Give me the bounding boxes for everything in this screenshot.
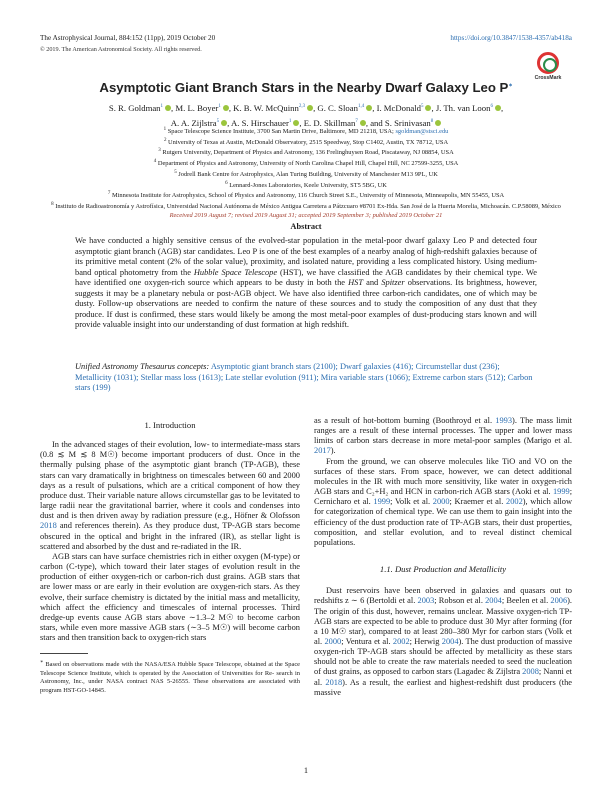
publication-dates: Received 2019 August 7; revised 2019 August 31; accepted 2019 September 3; published 2019 October 21 xyxy=(169,211,443,219)
title-footnote-mark[interactable]: ∗ xyxy=(508,82,513,89)
concept-link[interactable]: Carbon stars (199) xyxy=(75,372,533,392)
author-name: M. L. Boyer xyxy=(175,102,219,113)
author-name: A. A. Zijlstra xyxy=(170,118,217,129)
concept-link[interactable]: Circumstellar dust (236); xyxy=(415,362,500,371)
orcid-icon[interactable] xyxy=(223,105,229,111)
section-heading-introduction: 1. Introduction xyxy=(144,420,196,430)
affiliation-3: $^3$ Rutgers University, Department of Physics and Astronomy, 136 Frelinghuysen Road, Piscataway, NJ 08854, USA xyxy=(158,148,454,157)
paragraph: From the ground, we can observe molecules like TiO and VO on the surfaces of these stars. From space, however, we can detect additional molecules in the IR with much more sensitivity, like water in oxygen-rich AGB stars and C₂+H₂ and HCN in carbon-rich AGB stars (Aoki et al. 1999; Cernicharo et al. 1999; Volk et al. 2000; Kraemer et al. 2002), which allow for categorization of chemical type. We can use them to gain insight into the efficiency of the dust production rate of TP-AGB stars, their dust properties, composition, and stellar evolution, and to reveal distinct chemical populations. xyxy=(314,456,573,547)
concept-link[interactable]: Mira variable stars (1066); xyxy=(320,372,411,382)
affiliation-5: $^5$ Jodrell Bank Centre for Astrophysics, Alan Turing Building, University of Manchester M13 9PL, UK xyxy=(174,169,438,178)
affiliation-6: $^6$ Lennard-Jones Laboratories, Keele University, ST5 5BG, UK xyxy=(225,180,387,189)
abstract-body: We have conducted a highly sensitive census of the evolved-star population in the metal-poor dwarf galaxy Leo P and detected four asymptotic giant branch (AGB) star candidates. Leo P is one of the best examples of a nearby analog of high-redshift galaxies because of its primitive metal content (2% of the solar value), proximity, and isolated nature, providing a less complicated history. Using medium-band optical photometry from the Hubble Space Telescope (HST), we have classified the AGB candidates by their chemical type. We have identified one oxygen-rich source which appears to be dusty in both the HST and Spitzer observations. Its brightness, however, suggests it may be a planetary nebula or post-AGB object. We have also identified three carbon-rich candidates, one of which may be dusty. Follow-up observations are needed to confirm the nature of these sources and to study the composition of any dust that they produce. If dust is confirmed, these stars would likely be among the most metal-poor examples of dust-producing stars known and will provide valuable insight into our understanding of dust formation at high redshift. xyxy=(75,236,538,329)
affiliation-7: $^7$ Minnesota Institute for Astrophysics, School of Physics and Astronomy, 116 Church Street S.E., University of Minnesota, Minneapolis, MN 55455, USA xyxy=(107,191,505,200)
concept-link[interactable]: Asymptotic giant branch stars (2100); xyxy=(210,362,338,371)
crossmark-badge[interactable] xyxy=(527,52,569,81)
author-affil-mark[interactable]: 1 xyxy=(218,104,221,109)
citation-link[interactable]: 2018 xyxy=(325,677,343,687)
right-column xyxy=(314,416,572,698)
citation-link[interactable]: 2004 xyxy=(485,596,502,606)
author-name: S. Srinivasan xyxy=(384,118,431,129)
citation-link[interactable]: 1999 xyxy=(373,497,391,507)
citation-link[interactable]: 2004 xyxy=(441,636,459,646)
citation-link[interactable]: 2018 xyxy=(40,521,57,531)
citation-link[interactable]: 2002 xyxy=(506,497,523,507)
affiliation-2: $^2$ University of Texas at Austin, McDonald Observatory, 2515 Speedway, Stop C1402, Austin, TX 78712, USA xyxy=(163,137,449,146)
page-number: 1 xyxy=(303,766,309,775)
author-line-1: S. R. Goldman$^1$ , M. L. Boyer$^1$ , K. B. W. McQuinn$^{2,3}$ , G. C. Sloan$^{1,4}$ , I. McDonald$^5$ , J. Th. van Loon$^6$ , xyxy=(108,102,504,113)
uat-label: Unified Astronomy Thesaurus concepts: xyxy=(75,362,210,371)
concept-link[interactable]: Stellar mass loss (1613); xyxy=(140,372,224,382)
concept-link[interactable]: Dwarf galaxies (416); xyxy=(339,362,414,371)
email-link[interactable]: sgoldman@stsci.edu xyxy=(395,128,449,136)
author-affil-mark[interactable]: 6 xyxy=(490,104,493,109)
subsection-heading: 1.1. Dust Production and Metallicity xyxy=(379,564,507,575)
concept-link[interactable]: Extreme carbon stars (512); xyxy=(412,372,506,382)
paper-title-text: Asymptotic Giant Branch Stars in the Nearby Dwarf Galaxy Leo P xyxy=(99,80,509,95)
concept-link[interactable]: Late stellar evolution (911); xyxy=(225,372,319,382)
paper-title xyxy=(40,80,572,95)
affiliation-1: $^1$ Space Telescope Science Institute, 3700 San Martin Drive, Baltimore, MD 21218, USA; sgoldman@stsci.edu xyxy=(163,127,449,136)
citation-link[interactable]: 2006 xyxy=(550,596,568,606)
affiliation-4: $^4$ Department of Physics and Astronomy, University of North Carolina Chapel Hill, Chapel Hill, NC 27599-3255, USA xyxy=(153,159,459,168)
concept-link[interactable]: Metallicity (1031); xyxy=(75,372,139,382)
affiliation-8: $^8$ Instituto de Radioastronomía y Astrofísica, Universidad Nacional Autónoma de México Antigua Carretera a Pátzcuaro #8701 Ex-Hda. San José de la Huerta Morelia, Michoacán. C.P.58089, México xyxy=(51,202,561,211)
abstract-heading: Abstract xyxy=(290,222,322,231)
author-line-2: A. A. Zijlstra$^5$ , A. S. Hirschauer$^1$ , E. D. Skillman$^7$ , and S. Srinivasan$^8$ xyxy=(40,115,572,130)
orcid-icon[interactable] xyxy=(425,105,431,111)
author-affil-mark[interactable]: 5 xyxy=(420,104,424,109)
author-affil-mark[interactable]: 1 xyxy=(288,119,292,125)
citation-link[interactable]: 2008 xyxy=(522,667,539,677)
citation-link[interactable]: 2017 xyxy=(314,446,331,456)
paragraph: Dust reservoirs have been observed in galaxies and quasars out to redshifts z ∼ 6 (Bertoldi et al. 2003; Robson et al. 2004; Beelen et al. 2006). The origin of this dust, however, remains unclear. Massive oxygen-rich TP-AGB stars are expected to be able to produce dust 30 Myr after forming (for a 10 M☉ star), compared to at least 280–380 Myr for carbon stars (Volk et al. 2000; Ventura et al. 2002; Herwig 2004). The dust production of massive oxygen-rich TP-AGB stars should be affected by metallicity as these stars should not be able to create the raw materials needed to seed the nucleation of dust grains, as opposed to carbon stars (Lagadec & Zijlstra 2008; Nanni et al. 2018). As a result, the earliest and highest-redshift dust producers (the massive xyxy=(314,586,573,697)
author-affil-mark[interactable]: 8 xyxy=(430,119,434,125)
affiliation-list xyxy=(40,126,572,220)
orcid-icon[interactable] xyxy=(165,105,171,111)
citation-link[interactable]: 1993 xyxy=(495,416,513,425)
crossmark-label: CrossMark xyxy=(534,75,562,81)
paragraph: AGB stars can have surface chemistries rich in either oxygen (M-type) or carbon (C-type), which toward their later stages of evolution result in the production of either oxygen-rich or carbon-rich dust grains. AGB stars that are lower mass or are early in their evolution are oxygen-rich stars. As they evolve, their surface chemistry is dictated by the initial mass and metallicity, which affect the efficiency and timescales of internal processes. Third dredge-up events cause AGB stars above ∼1.3–2 M☉ to become carbon stars, while even more massive AGB stars (∼3–5 M☉) will become carbon stars and then transition back to oxygen-rich stars xyxy=(40,551,300,643)
citation-link[interactable]: 2003 xyxy=(417,596,435,606)
crossmark-icon xyxy=(537,52,559,74)
author-affil-mark[interactable]: 1,4 xyxy=(357,104,365,109)
orcid-icon[interactable] xyxy=(366,105,372,111)
author-name: I. McDonald xyxy=(376,102,421,113)
left-column xyxy=(40,416,300,695)
author-name: J. Th. van Loon xyxy=(435,102,491,113)
author-affil-mark[interactable]: 1 xyxy=(160,104,164,109)
orcid-icon[interactable] xyxy=(307,105,313,111)
citation-link[interactable]: 2002 xyxy=(392,636,410,646)
author-affil-mark[interactable]: 5 xyxy=(216,119,220,125)
doi-link[interactable]: https://doi.org/10.3847/1538-4357/ab418a xyxy=(450,34,572,42)
citation-link[interactable]: 1999 xyxy=(552,487,570,497)
citation-link[interactable]: 2000 xyxy=(324,636,342,646)
orcid-icon[interactable] xyxy=(495,105,501,111)
copyright-line: © 2019. The American Astronomical Society. All rights reserved. xyxy=(40,46,202,53)
author-name: G. C. Sloan xyxy=(317,102,358,113)
author-affil-mark[interactable]: 7 xyxy=(355,119,358,125)
journal-line: The Astrophysical Journal, 884:152 (11pp), 2019 October 20 xyxy=(40,34,216,42)
footnote: ∗ Based on observations made with the NASA/ESA Hubble Space Telescope, obtained at the Space Telescope Science Institute, which is operated by the Association of Universities for Re- search in Astronomy, Inc., under NASA contract NAS 5-26555. These observations are associated with program HST-GO-14845. xyxy=(40,660,300,694)
author-name: S. R. Goldman xyxy=(108,102,161,113)
citation-link[interactable]: 2000 xyxy=(432,497,450,507)
author-name: K. B. W. McQuinn xyxy=(233,102,299,113)
author-affil-mark[interactable]: 2,3 xyxy=(298,104,306,109)
paragraph: In the advanced stages of their evolution, low- to intermediate-mass stars (0.8 ≲ M ≲ 8 M☉) become important producers of dust. Once in the thermally pulsing phase of the asymptotic giant branch (TP-AGB), these stars can vary dramatically in brightness on timescales between 60 and 2000 days as a result of pulsations, which are a critical component of how they produce dust. Their variable nature allows circumstellar gas to be levitated to large radii near the gravitational barrier, where it cools and condenses into dust and is then driven away by radiation pressure (e.g., Höfner & Olofsson 2018 and references therein). As they produce dust, TP-AGB stars become obscured in the optical and bright in the infrared (IR), as stellar light is scattered and absorbed by the dust and re-radiated in the IR. xyxy=(40,440,301,551)
author-name: E. D. Skillman xyxy=(303,118,356,129)
paragraph: as a result of hot-bottom burning (Boothroyd et al. 1993). The mass limit ranges are a result of these internal processes. The upper and lower mass limits of carbon stars decrease in more metal-poor samples (Marigo et al. 2017). xyxy=(314,416,572,456)
uat-concepts xyxy=(75,362,537,394)
author-name: A. S. Hirschauer xyxy=(230,118,289,129)
footnote-divider xyxy=(40,653,88,654)
